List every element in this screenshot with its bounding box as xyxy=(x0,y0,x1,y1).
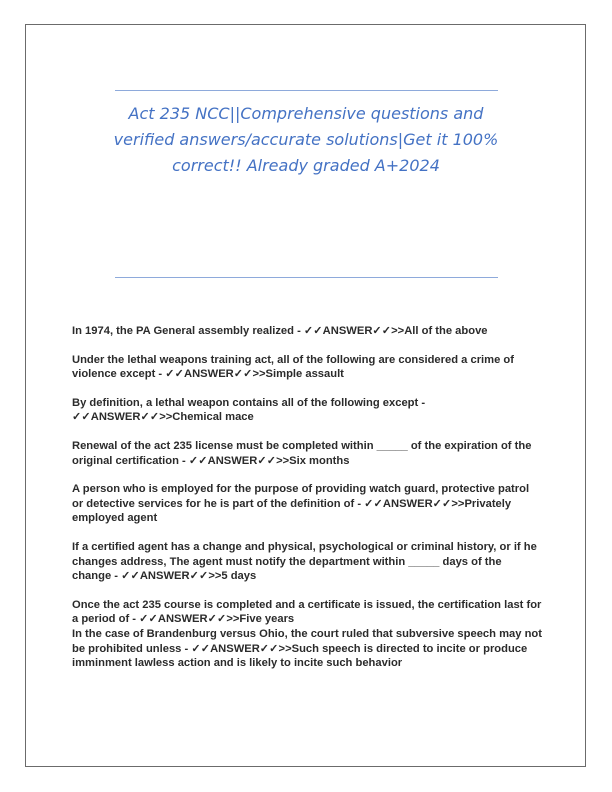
qa-item-7: Once the act 235 course is completed and a certificate is issued, the certification last for a period of - ✓✓ANSWER✓✓>>Five years xyxy=(72,598,542,626)
title-top-rule xyxy=(115,90,498,91)
qa-item-5: A person who is employed for the purpose of providing watch guard, protective patrol or detective services for he is part of the definition of - ✓✓ANSWER✓✓>>Privately employed agent xyxy=(72,483,530,525)
qa-item-3: By definition, a lethal weapon contains all of the following except - ✓✓ANSWER✓✓>>Chemical mace xyxy=(72,396,426,424)
qa-item-2: Under the lethal weapons training act, all of the following are considered a crime of violence except - ✓✓ANSWER✓✓>>Simple assault xyxy=(72,353,514,381)
title-bottom-rule xyxy=(115,277,498,278)
qa-item-1: In 1974, the PA General assembly realized - ✓✓ANSWER✓✓>>All of the above xyxy=(72,325,488,337)
qa-item-8: In the case of Brandenburg versus Ohio, the court ruled that subversive speech may not be prohibited unless - ✓✓ANSWER✓✓>>Such speech is directed to incite or produce imminment lawless action and is likely to incite such behavior xyxy=(72,627,542,670)
document-title: Act 235 NCC||Comprehensive questions and verified answers/accurate solutions|Get it 100% correct!! Already graded A+2024 xyxy=(113,104,499,175)
qa-item-6: If a certified agent has a change and physical, psychological or criminal history, or if he changes address, The agent must notify the department within _____ days of the change - ✓✓ANSWER✓✓>>5 days xyxy=(72,540,537,583)
qa-item-4: Renewal of the act 235 license must be completed within _____ of the expiration of the original certification - ✓✓ANSWER✓✓>>Six months xyxy=(72,439,532,467)
question-answer-list xyxy=(72,324,542,685)
